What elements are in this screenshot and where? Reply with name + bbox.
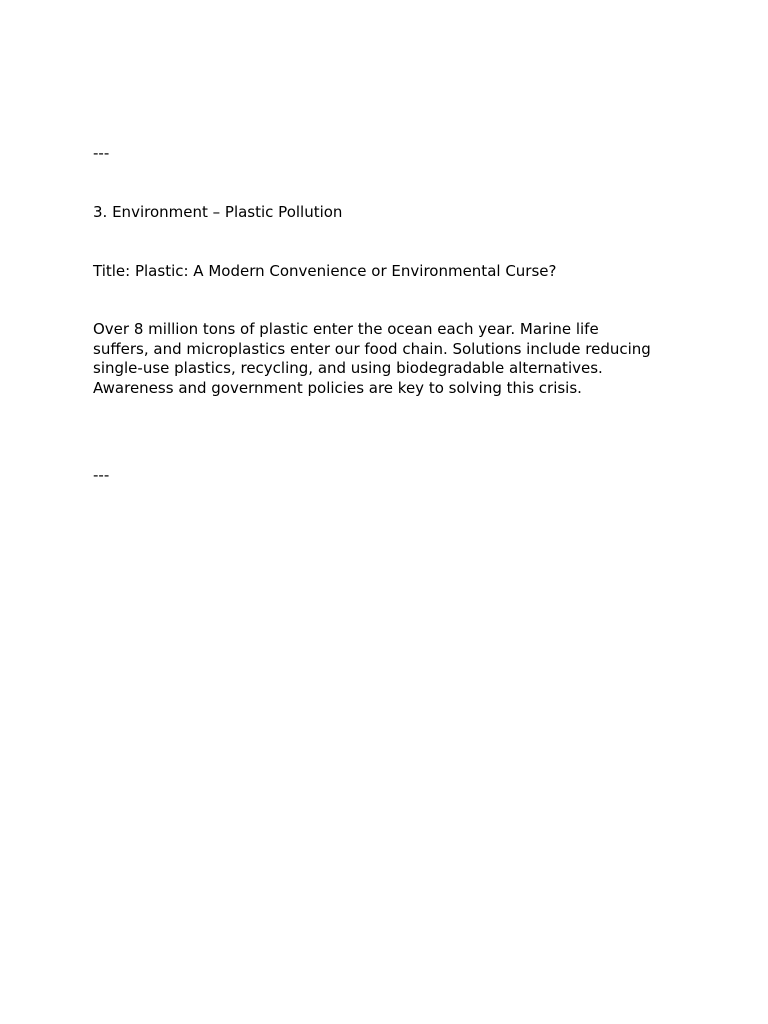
separator-top: --- — [93, 144, 110, 162]
document-title: Title: Plastic: A Modern Convenience or Environmental Curse? — [93, 262, 557, 280]
body-paragraph — [93, 320, 683, 398]
body-line: Over 8 million tons of plastic enter the ocean each year. Marine life — [93, 320, 599, 338]
separator-bottom: --- — [93, 466, 110, 484]
section-heading: 3. Environment – Plastic Pollution — [93, 203, 343, 221]
body-line: Awareness and government policies are key to solving this crisis. — [93, 378, 582, 397]
body-line: suffers, and microplastics enter our food chain. Solutions include reducing — [93, 339, 651, 358]
body-line: single-use plastics, recycling, and using biodegradable alternatives. — [93, 359, 603, 377]
